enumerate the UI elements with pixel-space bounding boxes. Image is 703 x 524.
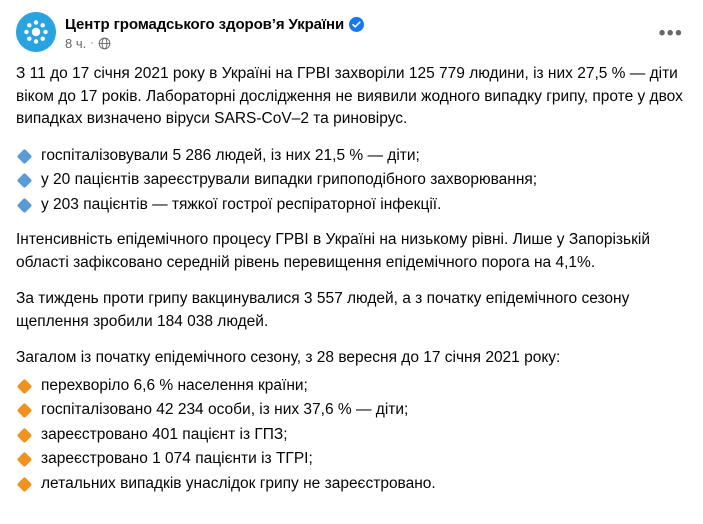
list-item [16, 473, 687, 496]
bullet-list-season [16, 375, 687, 496]
post-body [16, 63, 687, 495]
list-item [16, 169, 687, 192]
post-more-options-button[interactable]: ••• [658, 23, 684, 44]
paragraph-1: З 11 до 17 січня 2021 року в Україні на ГРВІ захворіли 125 779 людини, із них 27,5 % — діти віком до 17 років. Лабораторні дослідження не виявили жодного випадку грипу, проте у двох випадках визначено віруси SARS-CoV–2 та риновірус. [16, 65, 683, 127]
list-item [16, 448, 687, 471]
organization-avatar[interactable] [16, 12, 56, 52]
post-header [16, 12, 687, 53]
list-item-label: перехворіло 6,6 % населення країни; [41, 376, 308, 394]
paragraph-4: Загалом із початку епідемічного сезону, з 28 вересня до 17 січня 2021 року: [16, 349, 561, 366]
author-row [65, 16, 364, 33]
diamond-bullet-icon [17, 148, 33, 164]
list-item [16, 424, 687, 447]
list-item-label: у 203 пацієнтів — тяжкої гострої респіраторної інфекції. [41, 195, 442, 213]
diamond-bullet-icon [17, 197, 33, 213]
paragraph-3: За тиждень проти грипу вакцинувалися 3 557 людей, а з початку епідемічного сезону щеплення зробили 184 038 людей. [16, 290, 630, 330]
globe-icon[interactable] [98, 37, 111, 50]
verified-badge-icon [349, 17, 364, 32]
list-item-label: у 20 пацієнтів зареєстрували випадки грипоподібного захворювання; [41, 171, 538, 188]
diamond-bullet-icon [17, 427, 33, 443]
diamond-bullet-icon [17, 452, 33, 468]
diamond-bullet-icon [17, 173, 33, 189]
list-item [16, 145, 687, 168]
paragraph-2: Інтенсивність епідемічного процесу ГРВІ в Україні на низькому рівні. Лише у Запорізькій області зафіксовано середній рівень перевищення епідемічного порога на 4,1%. [16, 231, 650, 271]
diamond-bullet-icon [17, 476, 33, 492]
diamond-bullet-icon [17, 378, 33, 394]
list-item-label: госпіталізовували 5 286 людей, із них 21,5 % — діти; [41, 146, 420, 164]
list-item-label: летальних випадків унаслідок грипу не зареєстровано. [41, 474, 436, 492]
list-item [16, 194, 687, 217]
diamond-bullet-icon [17, 403, 33, 419]
page-name[interactable]: Центр громадського здоров’я України [65, 15, 345, 33]
post-meta [65, 36, 364, 51]
post-header-text [65, 12, 364, 53]
list-item-label: госпіталізовано 42 234 особи, із них 37,6 % — діти; [41, 401, 409, 418]
bullet-list-weekly [16, 145, 687, 217]
list-item [16, 399, 687, 422]
list-item [16, 375, 687, 398]
meta-separator: · [90, 36, 94, 49]
post-timestamp[interactable]: 8 ч. [65, 35, 87, 51]
list-item-label: зареєстровано 1 074 пацієнти із ТГРІ; [41, 450, 313, 467]
list-item-label: зареєстровано 401 пацієнт із ГПЗ; [41, 425, 288, 443]
